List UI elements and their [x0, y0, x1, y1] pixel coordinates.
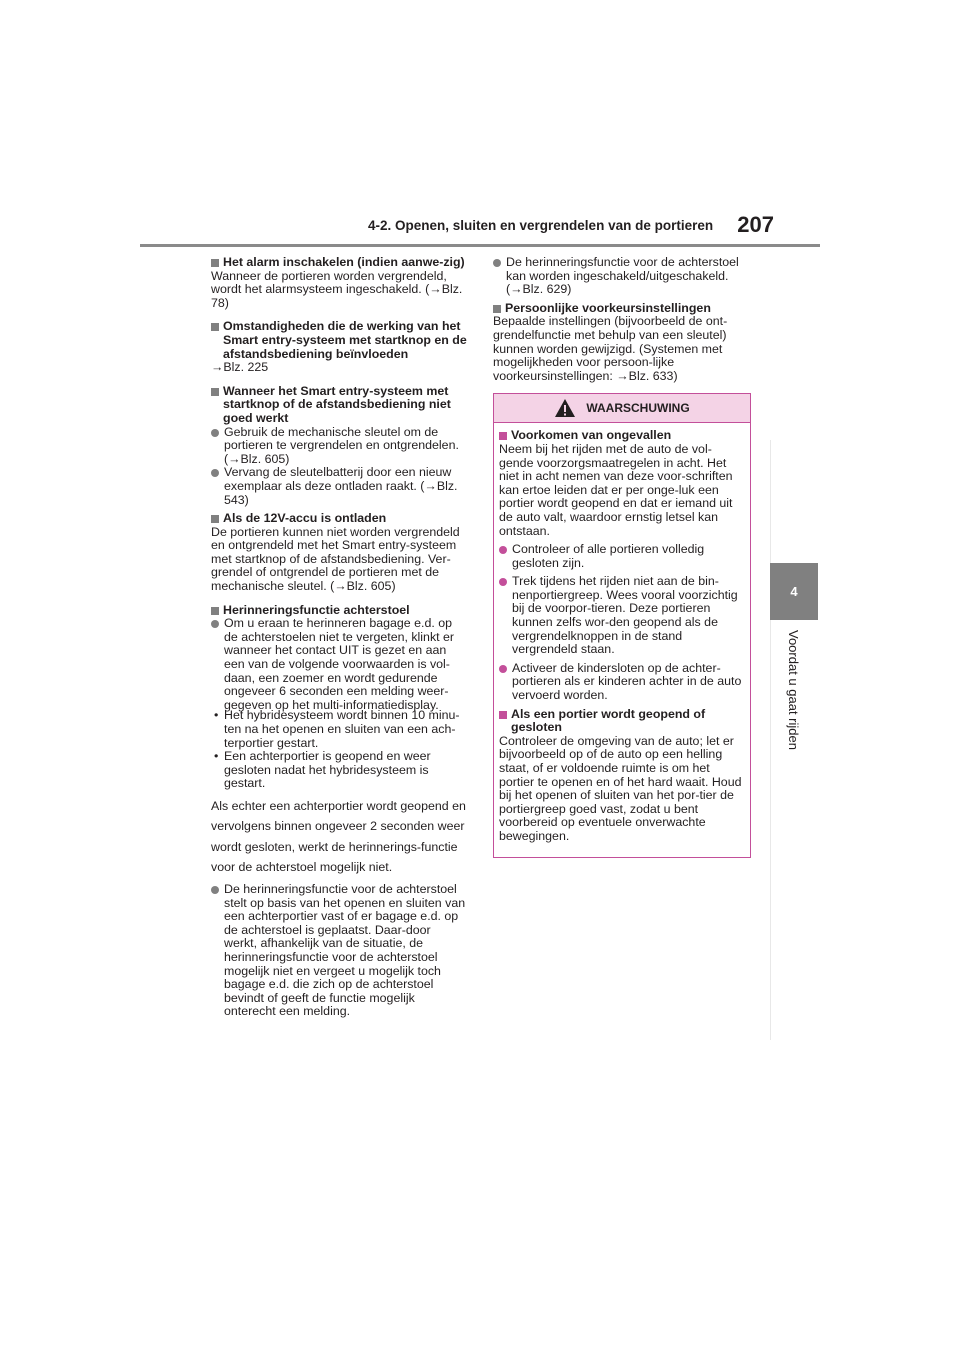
- bullet-item: Trek tijdens het rijden niet aan de bin-nenportiergreep. Wees vooral voorzichtig bij de voorpor-tieren. Deze portieren kunnen zelfs wor-den geopend als de vergrendelknoppen in de stand vergrendeld staan.: [499, 575, 744, 657]
- bullet-item: De herinneringsfunctie voor de achterstoel kan worden ingeschakeld/uitgeschakeld. (→Blz. 629): [493, 256, 751, 297]
- right-column: [493, 256, 751, 858]
- section-body: Als echter een achterportier wordt geopend en vervolgens binnen ongeveer 2 seconden weer wordt gesloten, werkt de herinnerings-functie voor de achterstoel mogelijk niet.: [211, 798, 466, 875]
- warning-body: [494, 423, 750, 856]
- section-heading: Als de 12V-accu is ontladen: [211, 512, 467, 526]
- section-heading: Wanneer het Smart entry-systeem met startknop of de afstandsbediening niet goed werkt: [211, 385, 467, 426]
- section-body: Neem bij het rijden met de auto de vol-gende voorzorgsmaatregelen in acht. Het niet in acht nemen van deze voor-schriften kan ertoe leiden dat er per onge-luk een portier wordt geopend en dat er iemand uit de auto valt, waardoor ernstig letsel kan ontstaan.: [499, 441, 733, 538]
- bullet-item: Controleer of alle portieren volledig gesloten zijn.: [499, 543, 744, 570]
- chapter-tab[interactable]: [770, 563, 818, 620]
- bullet-item: De herinneringsfunctie voor de achterstoel stelt op basis van het openen en sluiten van een achterportier vast of er bagage e.d. op de achterstoel is geplaatst. Daar-door werkt, afhankelijk van de situatie, de herinneringsfunctie voor de achterstoel mogelijk niet en vergeet u mogelijk toch bagage e.d. die zich op de achterstoel bevindt of geeft de functie mogelijk onterecht een melding.: [211, 883, 467, 1019]
- warning-header: [494, 394, 750, 423]
- section-heading: Als een portier wordt geopend of gesloten: [499, 708, 744, 735]
- section-body: →Blz. 225: [211, 360, 269, 375]
- section-heading: Voorkomen van ongevallen: [499, 429, 744, 443]
- left-column: [211, 256, 467, 1019]
- sub-list: [211, 709, 467, 791]
- bullet-item: Gebruik de mechanische sleutel om de portieren te vergrendelen en ontgrendelen. (→Blz. 605): [211, 426, 467, 467]
- section-heading: Herinneringsfunctie achterstoel: [211, 604, 467, 618]
- bullet-item: Om u eraan te herinneren bagage e.d. op de achterstoelen niet te vergeten, klinkt er wanneer het contact UIT is gezet en aan een van de volgende voorwaarden is vol-daan, een zoemer en wordt gedurende ongeveer 6 seconden een melding weer-gegeven op het multi-informatiedisplay.: [211, 617, 467, 712]
- section-body: Bepaalde instellingen (bijvoorbeeld de ont-grendelfunctie met behulp van een sleutel) kunnen worden gewijzigd. (Systemen met mogelijkheden voor persoon-lijke voorkeursinstellingen: →Blz. 633): [493, 314, 728, 383]
- warning-triangle-icon: [554, 398, 576, 418]
- section-heading: Het alarm inschakelen (indien aanwe-zig): [211, 256, 467, 270]
- chapter-number: 4: [790, 584, 798, 599]
- sub-list-item: • Een achterportier is geopend en weer gesloten nadat het hybridesysteem is gestart.: [211, 750, 467, 791]
- section-heading: Persoonlijke voorkeursinstellingen: [493, 302, 751, 316]
- chapter-label: Voordat u gaat rijden: [786, 630, 801, 750]
- page-number: 207: [737, 212, 774, 237]
- warning-box: [493, 393, 751, 857]
- section-body: Controleer de omgeving van de auto; let er bijvoorbeeld op of de auto op een helling staat, of er voldoende ruimte is om het portier te openen en of het hard waait. Houd bij het openen of sluiten van het por-tier de portiergreep goed vast, zodat u bent voorbereid op eventuele onverwachte bewegingen.: [499, 733, 742, 843]
- header-section-title: 4-2. Openen, sluiten en vergrendelen van de portieren: [368, 218, 714, 233]
- section-heading: Omstandigheden die de werking van het Smart entry-systeem met startknop en de afstandsbediening beïnvloeden: [211, 320, 467, 361]
- sub-list-item: • Het hybridesysteem wordt binnen 10 minu-ten na het openen en sluiten van een ach-terportier gestart.: [211, 709, 467, 750]
- header-rule: [140, 244, 820, 247]
- section-body: De portieren kunnen niet worden vergrendeld en ontgrendeld met het Smart entry-systeem met startknop of de afstandsbediening. Ver-grendel of ontgrendel de portieren met de mechanische sleutel. (→Blz. 605): [211, 524, 460, 594]
- section-body: Wanneer de portieren worden vergrendeld, wordt het alarmsysteem ingeschakeld. (→Blz. 78): [211, 268, 463, 310]
- warning-title: WAARSCHUWING: [586, 400, 690, 415]
- bullet-item: Activeer de kindersloten op de achter-portieren als er kinderen achter in de auto vervoerd worden.: [499, 662, 744, 703]
- bullet-item: Vervang de sleutelbatterij door een nieuw exemplaar als deze ontladen raakt. (→Blz. 543): [211, 466, 467, 507]
